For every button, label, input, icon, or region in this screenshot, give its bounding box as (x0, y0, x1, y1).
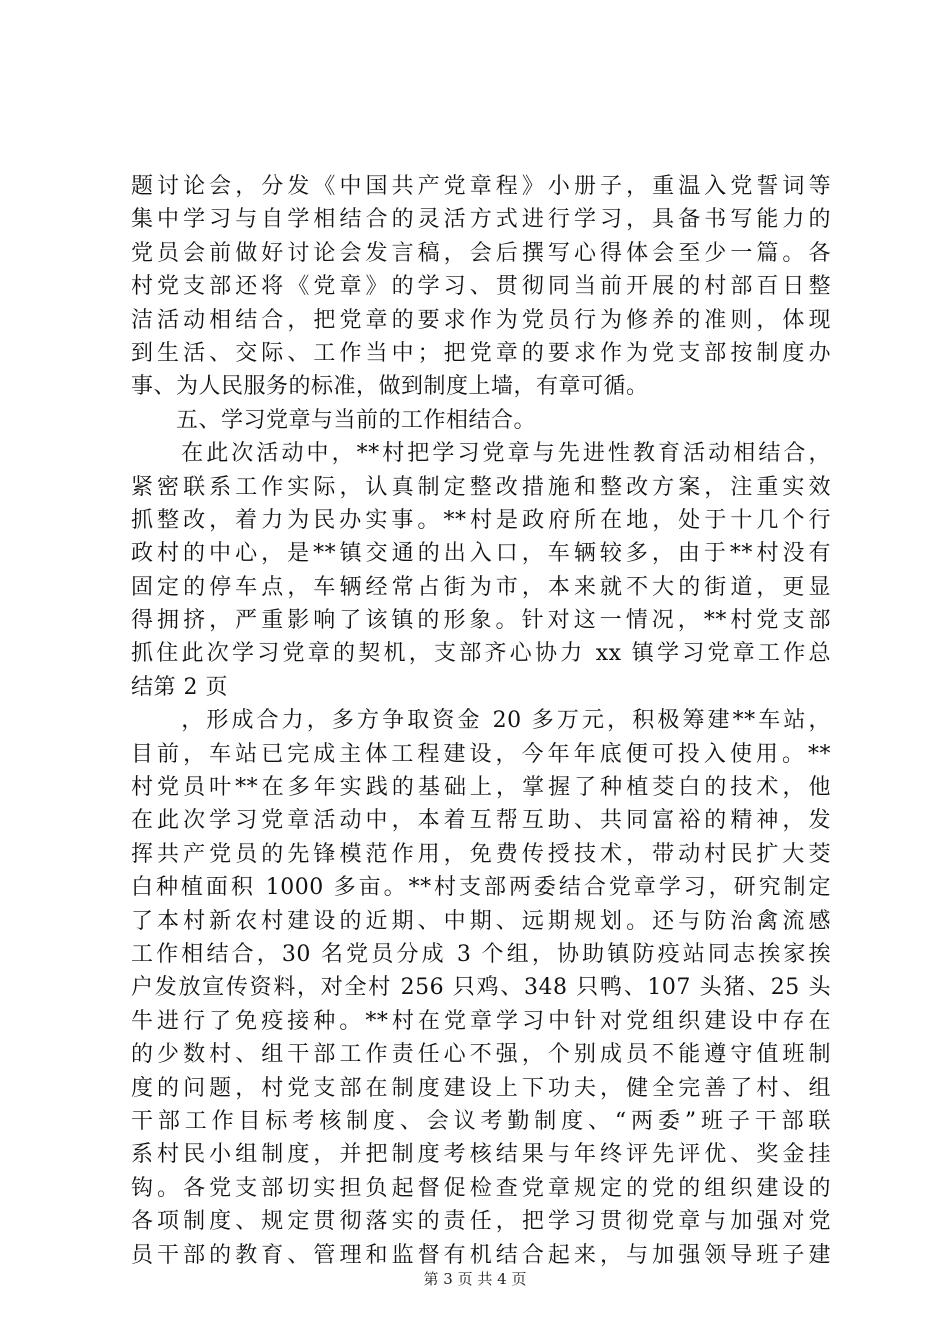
text-line: 度的问题，村党支部在制度建设上下功夫，健全完善了村、组 (131, 1075, 831, 1101)
text-line: 干部工作目标考核制度、会议考勤制度、“两委”班子干部联 (131, 1108, 831, 1134)
text-line: 了本村新农村建设的近期、中期、远期规划。还与防治禽流感 (131, 908, 831, 934)
text-line: 村党员叶**在多年实践的基础上，掌握了种植茭白的技术，他 (131, 775, 831, 801)
text-line: 白种植面积 1000 多亩。**村支部两委结合党章学习，研究制定 (131, 875, 831, 901)
text-line: 结第 2 页 (131, 674, 228, 700)
text-line: 各项制度、规定贯彻落实的责任，把学习贯彻党章与加强对党 (131, 1209, 831, 1235)
text-line: 固定的停车点，车辆经常占街为市，本来就不大的街道，更显 (131, 574, 831, 600)
page-footer: 第 3 页 共 4 页 (423, 1270, 527, 1288)
text-line: ，形成合力，多方争取资金 20 多万元，积极筹建**车站， (131, 708, 831, 734)
text-line: 抓整改，着力为民办实事。**村是政府所在地，处于十几个行 (131, 507, 831, 533)
text-line: 党员会前做好讨论会发言稿，会后撰写心得体会至少一篇。各 (131, 240, 831, 266)
text-line: 得拥挤，严重影响了该镇的形象。针对这一情况，**村党支部 (131, 608, 831, 634)
text-line: 员干部的教育、管理和监督有机结合起来，与加强领导班子建 (131, 1242, 831, 1268)
text-line: 五、学习党章与当前的工作相结合。 (131, 407, 537, 433)
text-line: 的少数村、组干部工作责任心不强，个别成员不能遵守值班制 (131, 1042, 831, 1068)
text-line: 牛进行了免疫接种。**村在党章学习中针对党组织建设中存在 (131, 1008, 831, 1034)
text-line: 洁活动相结合，把党章的要求作为党员行为修养的准则，体现 (131, 307, 831, 333)
text-line: 村党支部还将《党章》的学习、贯彻同当前开展的村部百日整 (131, 274, 831, 300)
text-line: 事、为人民服务的标准，做到制度上墙，有章可循。 (131, 374, 649, 400)
text-line: 题讨论会，分发《中国共产党章程》小册子，重温入党誓词等 (131, 174, 831, 199)
text-line: 系村民小组制度，并把制度考核结果与年终评先评优、奖金挂 (131, 1142, 831, 1168)
text-line: 抓住此次学习党章的契机，支部齐心协力 xx 镇学习党章工作总 (131, 641, 831, 667)
text-line: 钩。各党支部切实担负起督促检查党章规定的党的组织建设的 (131, 1175, 831, 1201)
text-line: 户发放宣传资料，对全村 256 只鸡、348 只鸭、107 头猪、25 头 (131, 975, 831, 1001)
text-line: 在此次学习党章活动中，本着互帮互助、共同富裕的精神，发 (131, 808, 831, 834)
text-line: 在此次活动中，**村把学习党章与先进性教育活动相结合， (131, 441, 831, 467)
text-line: 工作相结合，30 名党员分成 3 个组，协助镇防疫站同志挨家挨 (131, 941, 831, 967)
document-body (131, 170, 831, 1272)
text-line: 到生活、交际、工作当中；把党章的要求作为党支部按制度办 (131, 340, 831, 366)
text-line: 紧密联系工作实际，认真制定整改措施和整改方案，注重实效 (131, 474, 831, 500)
text-line: 目前，车站已完成主体工程建设，今年年底便可投入使用。** (131, 741, 831, 767)
text-line: 集中学习与自学相结合的灵活方式进行学习，具备书写能力的 (131, 207, 831, 233)
text-line: 政村的中心，是**镇交通的出入口，车辆较多，由于**村没有 (131, 541, 831, 567)
text-line: 挥共产党员的先锋模范作用，免费传授技术，带动村民扩大茭 (131, 841, 831, 867)
